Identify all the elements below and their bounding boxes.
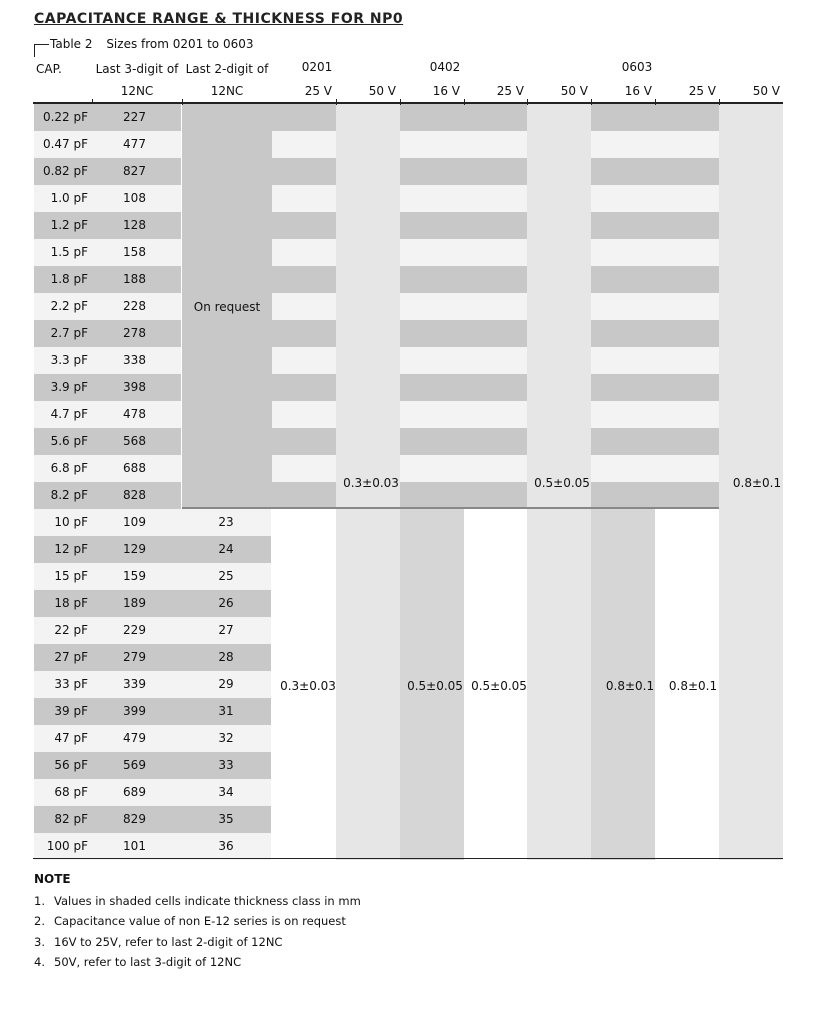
stripe-cell xyxy=(400,131,464,158)
nc2-value: 31 xyxy=(218,704,234,718)
stripe-cell xyxy=(655,482,719,509)
cap-value: 47 pF xyxy=(54,731,88,745)
table-row xyxy=(34,563,271,590)
cap-value: 1.0 pF xyxy=(50,191,88,205)
stripe-cell xyxy=(655,212,719,239)
nc3-value: 108 xyxy=(123,191,146,205)
cap-value: 2.7 pF xyxy=(50,326,88,340)
document-title: CAPACITANCE RANGE & THICKNESS FOR NP0 xyxy=(34,11,404,27)
stripe-cell xyxy=(591,104,655,131)
note-item xyxy=(34,955,241,969)
stripe-cell xyxy=(655,239,719,266)
stripe-cell xyxy=(272,401,336,428)
nc3-value: 568 xyxy=(123,434,146,448)
stripe-cell xyxy=(400,212,464,239)
stripe-cell xyxy=(655,185,719,212)
table-row xyxy=(34,428,181,455)
stripe-cell xyxy=(591,131,655,158)
stripe-cell xyxy=(272,347,336,374)
stripe-cell xyxy=(400,185,464,212)
header-tick xyxy=(400,99,401,105)
cap-value: 4.7 pF xyxy=(50,407,88,421)
stripe-cell xyxy=(400,401,464,428)
stripe-cell xyxy=(400,158,464,185)
cap-value: 5.6 pF xyxy=(50,434,88,448)
stripe-cell xyxy=(272,158,336,185)
nc3-value: 129 xyxy=(123,542,146,556)
stripe-cell xyxy=(272,293,336,320)
stripe-cell xyxy=(400,455,464,482)
nc2-value: 23 xyxy=(218,515,234,529)
header-tick xyxy=(655,99,656,105)
header-0201-25v: 25 V xyxy=(304,84,332,98)
thickness-0603-50v: 0.8±0.1 xyxy=(732,476,782,490)
stripe-cell xyxy=(591,482,655,509)
thickness-0603-16v: 0.8±0.1 xyxy=(605,679,655,693)
stripe-cell xyxy=(272,428,336,455)
table-row xyxy=(34,779,271,806)
nc2-value: 36 xyxy=(218,839,234,853)
stripe-cell xyxy=(655,293,719,320)
header-0402-50v: 50 V xyxy=(560,84,588,98)
header-tick xyxy=(527,99,528,105)
nc3-value: 229 xyxy=(123,623,146,637)
stripe-cell xyxy=(591,293,655,320)
header-size-0201: 0201 xyxy=(301,60,333,74)
cap-value: 33 pF xyxy=(54,677,88,691)
table-row xyxy=(34,752,271,779)
stripe-cell xyxy=(464,185,527,212)
header-cap: CAP. xyxy=(36,62,62,76)
stripe-cell xyxy=(591,401,655,428)
header-tick xyxy=(464,99,465,105)
table-row xyxy=(34,374,181,401)
cap-value: 0.22 pF xyxy=(42,110,88,124)
table-row xyxy=(34,725,271,752)
stripe-cell xyxy=(272,266,336,293)
nc3-value: 689 xyxy=(123,785,146,799)
note-item xyxy=(34,894,361,908)
table-row xyxy=(34,347,181,374)
stripe-cell xyxy=(272,104,336,131)
thickness-0201-25v: 0.3±0.03 xyxy=(280,679,336,693)
cap-value: 100 pF xyxy=(46,839,88,853)
nc3-value: 158 xyxy=(123,245,146,259)
nc3-value: 479 xyxy=(123,731,146,745)
cap-value: 18 pF xyxy=(54,596,88,610)
header-0603-16v: 16 V xyxy=(624,84,652,98)
stripe-cell xyxy=(655,347,719,374)
stripe-cell xyxy=(655,158,719,185)
stripe-cell xyxy=(655,131,719,158)
table-row xyxy=(34,131,181,158)
nc3-value: 477 xyxy=(123,137,146,151)
cap-value: 56 pF xyxy=(54,758,88,772)
stripe-cell xyxy=(464,158,527,185)
note-title: NOTE xyxy=(34,872,71,886)
table-row xyxy=(34,158,181,185)
table-row xyxy=(34,698,271,725)
header-last3-line2: 12NC xyxy=(120,84,154,98)
header-last3-line1: Last 3-digit of xyxy=(95,62,179,76)
table-row xyxy=(34,806,271,833)
table-row xyxy=(34,590,271,617)
stripe-cell xyxy=(400,266,464,293)
nc3-value: 688 xyxy=(123,461,146,475)
note-number: 3. xyxy=(34,935,45,949)
header-last2-line2: 12NC xyxy=(210,84,244,98)
cap-value: 15 pF xyxy=(54,569,88,583)
thickness-0402-50v: 0.5±0.05 xyxy=(534,476,590,490)
note-number: 4. xyxy=(34,955,45,969)
nc2-value: 32 xyxy=(218,731,234,745)
stripe-cell xyxy=(272,239,336,266)
nc3-value: 189 xyxy=(123,596,146,610)
table-row xyxy=(34,833,271,860)
header-0402-16v: 16 V xyxy=(432,84,460,98)
stripe-cell xyxy=(655,401,719,428)
nc3-value: 478 xyxy=(123,407,146,421)
stripe-cell xyxy=(591,320,655,347)
stripe-cell xyxy=(464,239,527,266)
stripe-cell xyxy=(655,374,719,401)
stripe-cell xyxy=(591,239,655,266)
table-row xyxy=(34,671,271,698)
stripe-cell xyxy=(272,212,336,239)
stripe-cell xyxy=(591,212,655,239)
cap-value: 0.47 pF xyxy=(42,137,88,151)
stripe-cell xyxy=(655,104,719,131)
stripe-cell xyxy=(272,320,336,347)
stripe-cell xyxy=(591,374,655,401)
table-row xyxy=(34,401,181,428)
stripe-cell xyxy=(655,266,719,293)
note-item xyxy=(34,935,282,949)
note-text: 16V to 25V, refer to last 2-digit of 12NC xyxy=(54,935,283,949)
stripe-cell xyxy=(655,320,719,347)
cap-value: 27 pF xyxy=(54,650,88,664)
header-tick xyxy=(719,99,720,105)
nc3-value: 128 xyxy=(123,218,146,232)
nc2-value: 25 xyxy=(218,569,234,583)
header-0201-50v: 50 V xyxy=(368,84,396,98)
cap-value: 3.3 pF xyxy=(50,353,88,367)
nc3-value: 399 xyxy=(123,704,146,718)
stripe-cell xyxy=(400,293,464,320)
nc3-value: 109 xyxy=(123,515,146,529)
note-text: 50V, refer to last 3-digit of 12NC xyxy=(54,955,242,969)
table-row xyxy=(34,617,271,644)
stripe-cell xyxy=(400,320,464,347)
stripe-cell xyxy=(591,347,655,374)
nc3-value: 339 xyxy=(123,677,146,691)
cap-value: 39 pF xyxy=(54,704,88,718)
table-row xyxy=(34,482,181,509)
on-request-label: On request xyxy=(193,300,261,314)
thickness-0402-25v: 0.5±0.05 xyxy=(471,679,527,693)
table-row xyxy=(34,320,181,347)
stripe-cell xyxy=(464,104,527,131)
stripe-cell xyxy=(272,455,336,482)
table-row xyxy=(34,239,181,266)
header-tick xyxy=(336,99,337,105)
stripe-cell xyxy=(400,374,464,401)
thickness-0402-16v: 0.5±0.05 xyxy=(407,679,463,693)
stripe-cell xyxy=(272,185,336,212)
cap-value: 10 pF xyxy=(54,515,88,529)
header-last2-line1: Last 2-digit of xyxy=(185,62,269,76)
table-caption xyxy=(34,37,254,51)
cap-value: 2.2 pF xyxy=(50,299,88,313)
stripe-cell xyxy=(464,212,527,239)
nc3-value: 101 xyxy=(123,839,146,853)
stripe-cell xyxy=(591,185,655,212)
thickness-0201-50v: 0.3±0.03 xyxy=(343,476,399,490)
stripe-cell xyxy=(591,428,655,455)
cap-value: 22 pF xyxy=(54,623,88,637)
nc3-value: 159 xyxy=(123,569,146,583)
stripe-cell xyxy=(464,428,527,455)
nc2-value: 28 xyxy=(218,650,234,664)
stripe-cell xyxy=(655,455,719,482)
nc3-value: 828 xyxy=(123,488,146,502)
table-row xyxy=(34,536,271,563)
stripe-cell xyxy=(464,266,527,293)
stripe-cell xyxy=(464,374,527,401)
cap-value: 68 pF xyxy=(54,785,88,799)
table-row xyxy=(34,509,271,536)
table-row xyxy=(34,644,271,671)
stripe-cell xyxy=(464,320,527,347)
header-size-0603: 0603 xyxy=(621,60,653,74)
cap-value: 1.8 pF xyxy=(50,272,88,286)
stripe-cell xyxy=(400,347,464,374)
stripe-cell xyxy=(464,293,527,320)
table-row xyxy=(34,212,181,239)
nc2-value: 35 xyxy=(218,812,234,826)
stripe-cell xyxy=(272,482,336,509)
note-number: 2. xyxy=(34,914,45,928)
nc3-value: 398 xyxy=(123,380,146,394)
nc2-value: 26 xyxy=(218,596,234,610)
cap-value: 1.5 pF xyxy=(50,245,88,259)
nc3-value: 278 xyxy=(123,326,146,340)
cap-value: 12 pF xyxy=(54,542,88,556)
header-0603-25v: 25 V xyxy=(688,84,716,98)
stripe-cell xyxy=(400,104,464,131)
stripe-cell xyxy=(272,131,336,158)
note-number: 1. xyxy=(34,894,45,908)
header-0603-50v: 50 V xyxy=(752,84,780,98)
stripe-cell xyxy=(591,158,655,185)
stripe-cell xyxy=(400,239,464,266)
stripe-cell xyxy=(272,374,336,401)
nc3-value: 188 xyxy=(123,272,146,286)
stripe-cell xyxy=(591,266,655,293)
nc3-value: 227 xyxy=(123,110,146,124)
thickness-0603-25v: 0.8±0.1 xyxy=(668,679,718,693)
nc2-value: 29 xyxy=(218,677,234,691)
table-row xyxy=(34,293,181,320)
nc3-value: 338 xyxy=(123,353,146,367)
nc2-value: 27 xyxy=(218,623,234,637)
nc3-value: 829 xyxy=(123,812,146,826)
caption-bracket xyxy=(34,44,49,57)
cap-value: 8.2 pF xyxy=(50,488,88,502)
cap-value: 0.82 pF xyxy=(42,164,88,178)
cap-value: 3.9 pF xyxy=(50,380,88,394)
stripe-cell xyxy=(591,455,655,482)
header-0402-25v: 25 V xyxy=(496,84,524,98)
table-row xyxy=(34,266,181,293)
bottom-rule xyxy=(33,858,783,859)
header-tick xyxy=(182,99,183,105)
note-text: Capacitance value of non E-12 series is on request xyxy=(54,914,346,928)
nc3-value: 279 xyxy=(123,650,146,664)
table-subtitle: Sizes from 0201 to 0603 xyxy=(106,37,254,51)
nc3-value: 827 xyxy=(123,164,146,178)
nc2-value: 24 xyxy=(218,542,234,556)
stripe-cell xyxy=(464,482,527,509)
note-text: Values in shaded cells indicate thickness class in mm xyxy=(54,894,361,908)
header-tick xyxy=(591,99,592,105)
stripe-cell xyxy=(464,455,527,482)
table-label: Table 2 xyxy=(50,37,93,51)
stripe-cell xyxy=(464,131,527,158)
stripe-cell xyxy=(464,347,527,374)
table-row xyxy=(34,185,181,212)
nc2-value: 34 xyxy=(218,785,234,799)
stripe-cell xyxy=(400,428,464,455)
cap-value: 6.8 pF xyxy=(50,461,88,475)
cap-value: 1.2 pF xyxy=(50,218,88,232)
nc3-value: 228 xyxy=(123,299,146,313)
table-row xyxy=(34,455,181,482)
stripe-cell xyxy=(464,401,527,428)
cap-value: 82 pF xyxy=(54,812,88,826)
nc2-value: 33 xyxy=(218,758,234,772)
on-request-rule xyxy=(182,507,719,509)
stripe-cell xyxy=(400,482,464,509)
header-size-0402: 0402 xyxy=(429,60,461,74)
nc3-value: 569 xyxy=(123,758,146,772)
stripe-cell xyxy=(655,428,719,455)
note-item xyxy=(34,914,346,928)
table-row xyxy=(34,104,181,131)
